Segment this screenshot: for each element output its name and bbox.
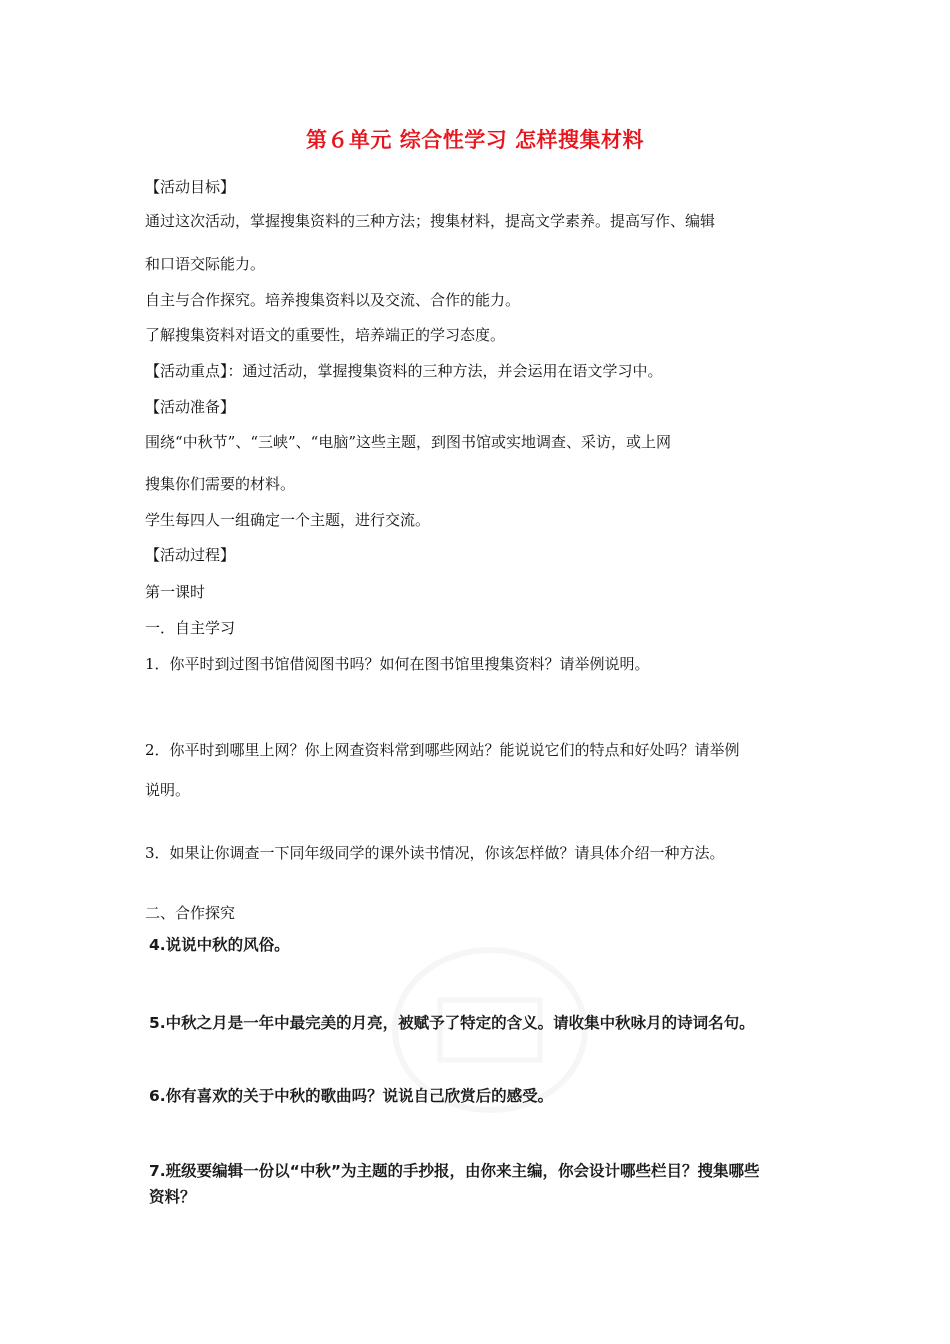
goal-line-2: 和口语交际能力。 xyxy=(145,255,266,273)
section-1-heading: 一．自主学习 xyxy=(145,619,236,637)
section-2-heading: 二、合作探究 xyxy=(145,904,236,922)
prep-line-3: 学生每四人一组确定一个主题，进行交流。 xyxy=(145,511,431,529)
question-7-line-2: 资料？ xyxy=(149,1188,196,1206)
question-2-line-1: 2．你平时到哪里上网？你上网查资料常到哪些网站？能说说它们的特点和好处吗？请举例 xyxy=(145,741,740,759)
question-6: 6.你有喜欢的关于中秋的歌曲吗？说说自己欣赏后的感受。 xyxy=(149,1087,554,1105)
question-7-line-1: 7.班级要编辑一份以“中秋”为主题的手抄报，由你来主编，你会设计哪些栏目？搜集哪些 xyxy=(149,1162,760,1180)
focus-line: 【活动重点】：通过活动，掌握搜集资料的三种方法，并会运用在语文学习中。 xyxy=(145,362,663,380)
goal-line-3: 自主与合作探究。培养搜集资料以及交流、合作的能力。 xyxy=(145,291,521,309)
prep-line-2: 搜集你们需要的材料。 xyxy=(145,475,296,493)
question-5: 5.中秋之月是一年中最完美的月亮，被赋予了特定的含义。请收集中秋咏月的诗词名句。 xyxy=(149,1014,755,1032)
document-title: 第６单元 综合性学习 怎样搜集材料 xyxy=(305,128,645,152)
prep-line-1: 围绕“中秋节”、“三峡”、“电脑”这些主题，到图书馆或实地调查、采访，或上网 xyxy=(145,433,672,451)
question-3: 3．如果让你调查一下同年级同学的课外读书情况，你该怎样做？请具体介绍一种方法。 xyxy=(145,844,725,862)
question-1: 1．你平时到过图书馆借阅图书吗？如何在图书馆里搜集资料？请举例说明。 xyxy=(145,655,650,673)
question-4: 4.说说中秋的风俗。 xyxy=(149,936,290,954)
goal-heading: 【活动目标】 xyxy=(145,178,236,196)
prep-heading: 【活动准备】 xyxy=(145,398,236,416)
process-heading: 【活动过程】 xyxy=(145,546,236,564)
goal-line-1: 通过这次活动，掌握搜集资料的三种方法；搜集材料，提高文学素养。提高写作、编辑 xyxy=(145,212,716,230)
goal-line-4: 了解搜集资料对语文的重要性，培养端正的学习态度。 xyxy=(145,326,506,344)
lesson-label: 第一课时 xyxy=(145,583,206,601)
question-2-line-2: 说明。 xyxy=(145,781,191,799)
